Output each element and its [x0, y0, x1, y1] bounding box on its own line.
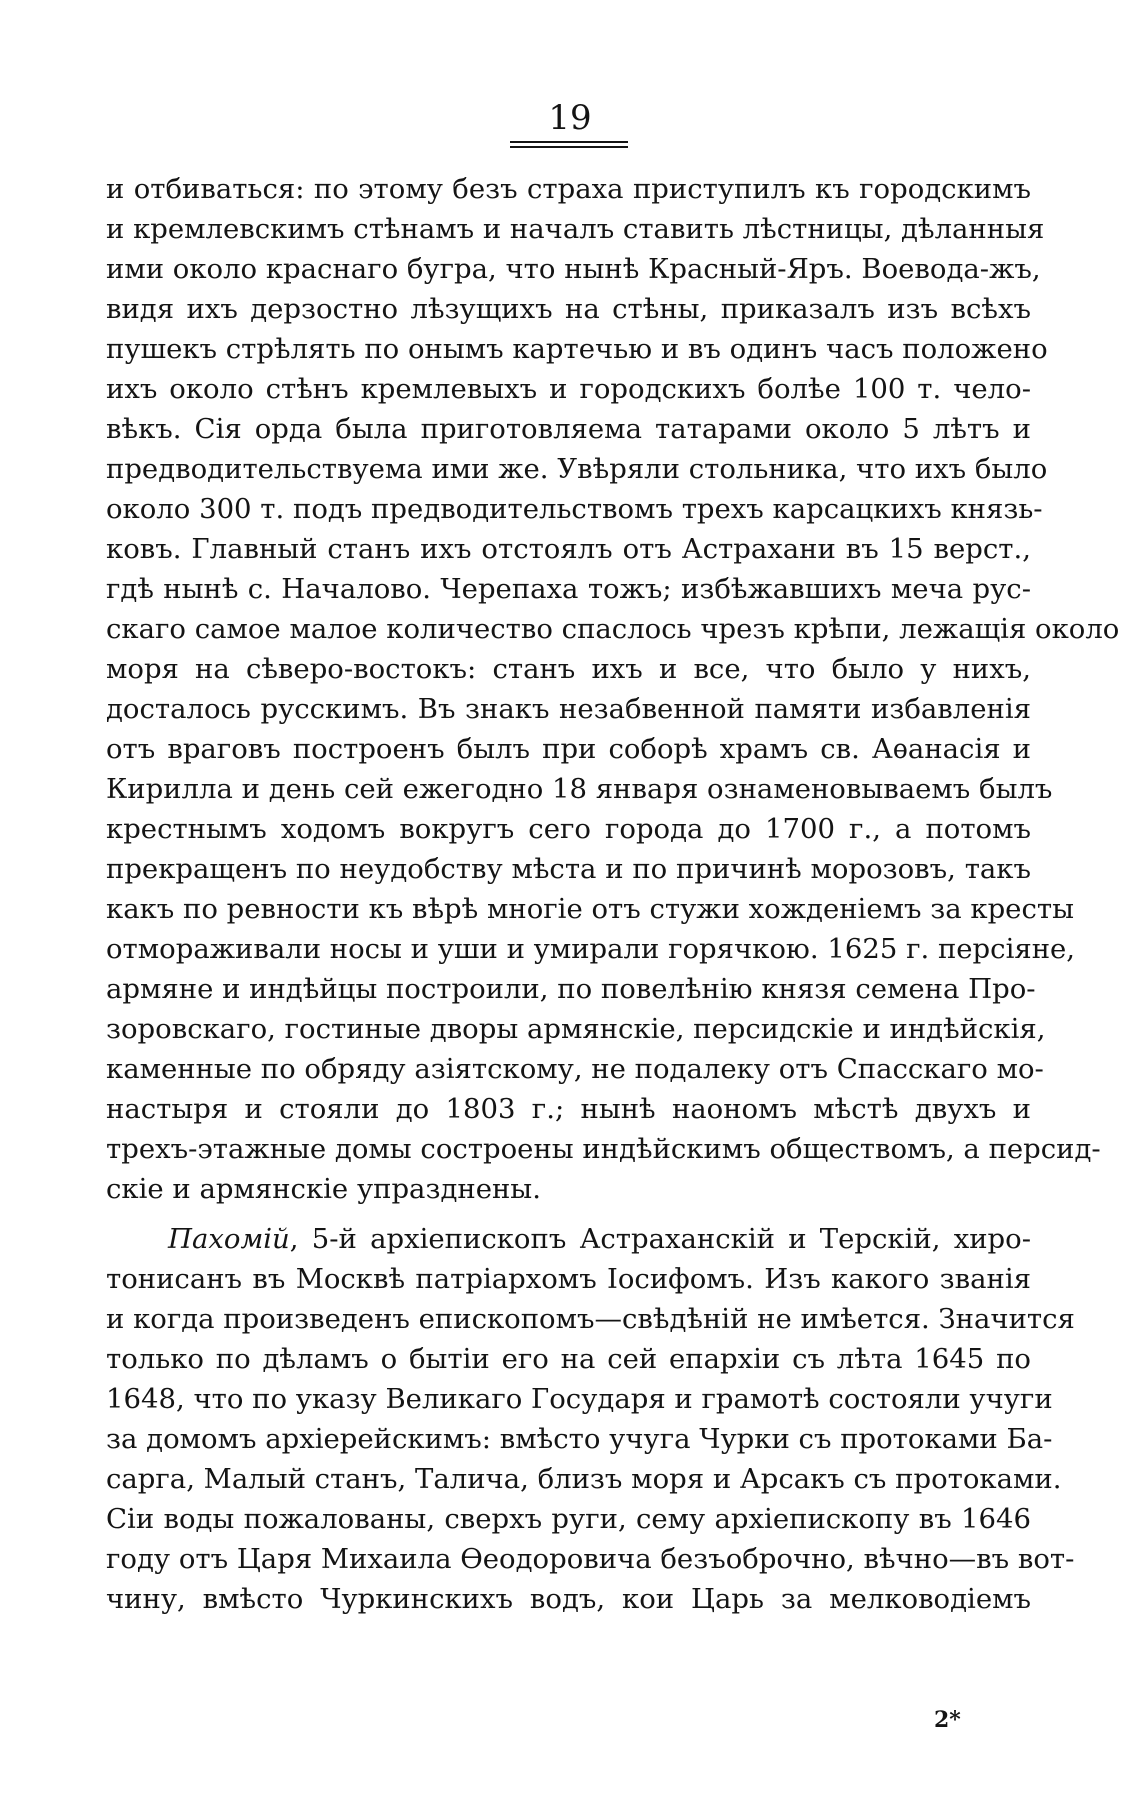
text-line: пушекъ стрѣлять по онымъ картечью и въ одинъ часъ положено	[106, 333, 1048, 365]
text-line: ими около краснаго бугра, что нынѣ Красный-Яръ. Воевода-жъ,	[106, 253, 1041, 285]
page-number-rule-top	[510, 141, 628, 143]
text-line: году отъ Царя Михаила Ѳеодоровича безъоброчно, вѣчно—въ вот-	[106, 1543, 1075, 1575]
text-line: чину, вмѣсто Чуркинскихъ водъ, кои Царь за мелководіемъ	[106, 1583, 1031, 1615]
text-line: и кремлевскимъ стѣнамъ и началъ ставить лѣстницы, дѣланныя	[106, 213, 1045, 245]
text-line: тонисанъ въ Москвѣ патріархомъ Іосифомъ. Изъ какого званія	[106, 1263, 1031, 1295]
text-line: ковъ. Главный станъ ихъ отстоялъ отъ Астрахани въ 15 верст.,	[106, 533, 1031, 565]
text-line: армяне и индѣйцы построили, по повелѣнію князя семена Про-	[106, 973, 1036, 1005]
text-line: предводительствуема ими же. Увѣряли стольника, что ихъ было	[106, 453, 1048, 485]
text-line: 1648, что по указу Великаго Государя и грамотѣ состояли учуги	[106, 1383, 1053, 1415]
text-line: Сіи воды пожалованы, сверхъ руги, сему архіепископу въ 1646	[106, 1503, 1031, 1535]
text-line: скаго самое малое количество спаслось чрезъ крѣпи, лежащія около	[106, 613, 1120, 645]
text-line: моря на сѣверо-востокъ: станъ ихъ и все, что было у нихъ,	[106, 653, 1031, 685]
text-line: сарга, Малый станъ, Талича, близъ моря и Арсакъ съ протоками.	[106, 1463, 1062, 1495]
paragraph-gap	[106, 1209, 1031, 1219]
text-line: прекращенъ по неудобству мѣста и по причинѣ морозовъ, такъ	[106, 853, 1031, 885]
text-line: настыря и стояли до 1803 г.; нынѣ наономъ мѣстѣ двухъ и	[106, 1093, 1031, 1125]
text-line: отъ враговъ построенъ былъ при соборѣ храмъ св. Аѳанасія и	[106, 733, 1031, 765]
text-line: видя ихъ дерзостно лѣзущихъ на стѣны, приказалъ изъ всѣхъ	[106, 293, 1031, 325]
text-line: и отбиваться: по этому безъ страха приступилъ къ городскимъ	[106, 173, 1031, 205]
text-line: только по дѣламъ о бытіи его на сей епархіи съ лѣта 1645 по	[106, 1343, 1031, 1375]
page-number-rule-bottom	[510, 146, 628, 148]
text-line: трехъ-этажные домы состроены индѣйскимъ обществомъ, а персид-	[106, 1133, 1101, 1165]
paragraph-first-line	[106, 1219, 1031, 1259]
text-line-rest: , 5-й архіепископъ Астраханскій и Терскій, хиро-	[289, 1223, 1031, 1255]
text-line: Кирилла и день сей ежегодно 18 января ознаменовываемъ былъ	[106, 773, 1053, 805]
text-line: зоровскаго, гостиные дворы армянскіе, персидскіе и индѣйскія,	[106, 1013, 1046, 1045]
text-line: и когда произведенъ епископомъ—свѣдѣній не имѣется. Значится	[106, 1303, 1075, 1335]
text-line: около 300 т. подъ предводительствомъ трехъ карсацкихъ князь-	[106, 493, 1043, 525]
text-line: досталось русскимъ. Въ знакъ незабвенной памяти избавленія	[106, 693, 1031, 725]
text-line: за домомъ архіерейскимъ: вмѣсто учуга Чурки съ протоками Ба-	[106, 1423, 1053, 1455]
text-line: отмораживали носы и уши и умирали горячкою. 1625 г. персіяне,	[106, 933, 1076, 965]
text-line: ихъ около стѣнъ кремлевыхъ и городскихъ болѣе 100 т. чело-	[106, 373, 1031, 405]
text-line: гдѣ нынѣ с. Началово. Черепаха тожъ; избѣжавшихъ меча рус-	[106, 573, 1031, 605]
archbishop-name: Пахомій	[168, 1223, 290, 1255]
body-text	[106, 169, 1120, 1619]
text-line: каменные по обряду азіятскому, не подалеку отъ Спасскаго мо-	[106, 1053, 1044, 1085]
text-line: вѣкъ. Сія орда была приготовляема татарами около 5 лѣтъ и	[106, 413, 1031, 445]
text-line: какъ по ревности къ вѣрѣ многіе отъ стужи хожденіемъ за кресты	[106, 893, 1074, 925]
page-number: 19	[548, 98, 592, 138]
signature-mark: 2*	[934, 1707, 961, 1733]
text-line: крестнымъ ходомъ вокругъ сего города до 1700 г., а потомъ	[106, 813, 1031, 845]
text-line: скіе и армянскіе упразднены.	[106, 1173, 541, 1205]
